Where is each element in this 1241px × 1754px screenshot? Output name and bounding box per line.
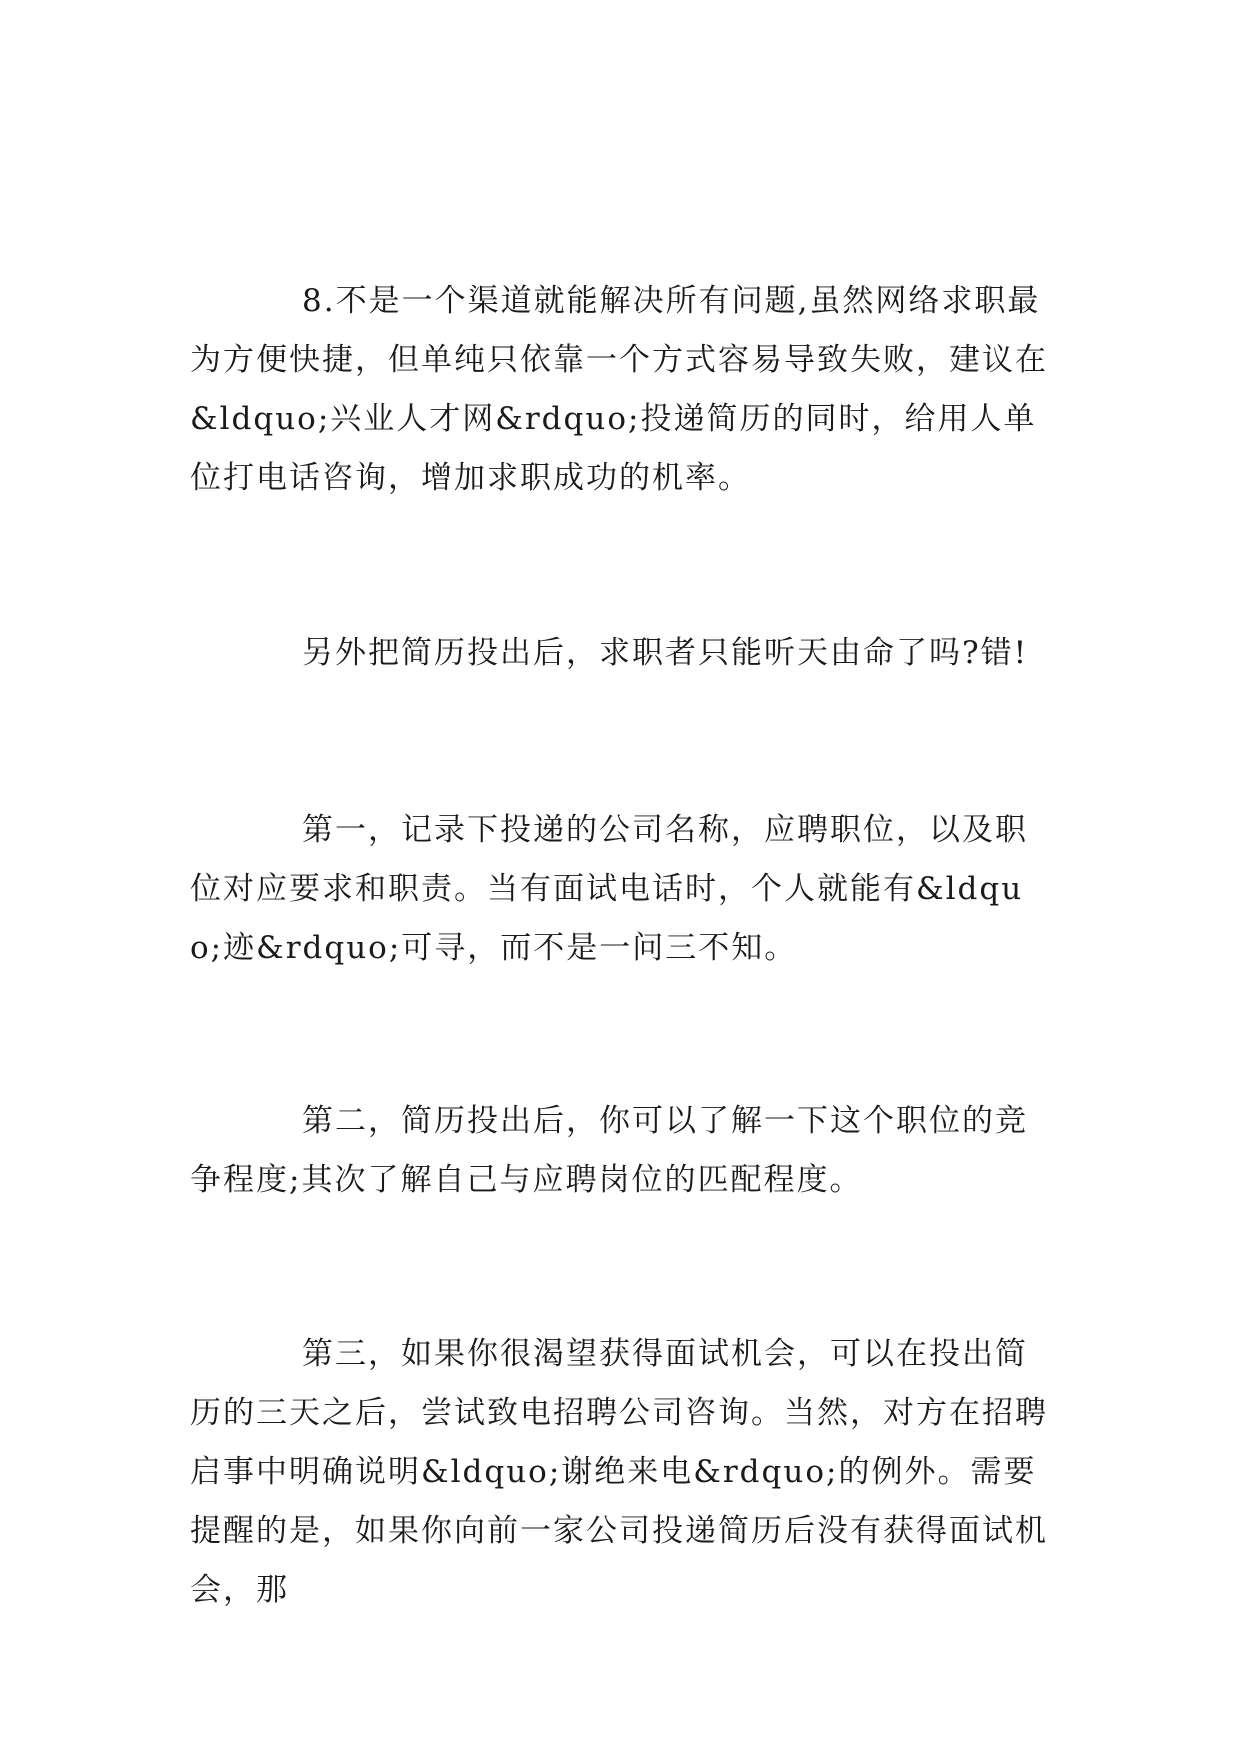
paragraph-channel-advice: 8.不是一个渠道就能解决所有问题,虽然网络求职最为方便快捷，但单纯只依靠一个方式容易导致失败，建议在&ldquo;兴业人才网&rdquo;投递简历的同时，给用人单位打电话咨询，增加求职成功的机率。 — [190, 283, 1048, 496]
paragraph-tip-first: 第一，记录下投递的公司名称，应聘职位，以及职位对应要求和职责。当有面试电话时，个人就能有&ldquo;迹&rdquo;可寻，而不是一问三不知。 — [190, 812, 1028, 966]
paragraph-tip-third: 第三，如果你很渴望获得面试机会，可以在投出简历的三天之后，尝试致电招聘公司咨询。当然，对方在招聘启事中明确说明&ldquo;谢绝来电&rdquo;的例外。需要提醒的是，如果你向前一家公司投递简历后没有获得面试机会，那 — [190, 1336, 1048, 1608]
paragraph-tip-second: 第二，简历投出后，你可以了解一下这个职位的竞争程度;其次了解自己与应聘岗位的匹配程度。 — [190, 1103, 1028, 1198]
paragraph-after-submission: 另外把简历投出后，求职者只能听天由命了吗?错! — [302, 635, 1029, 671]
